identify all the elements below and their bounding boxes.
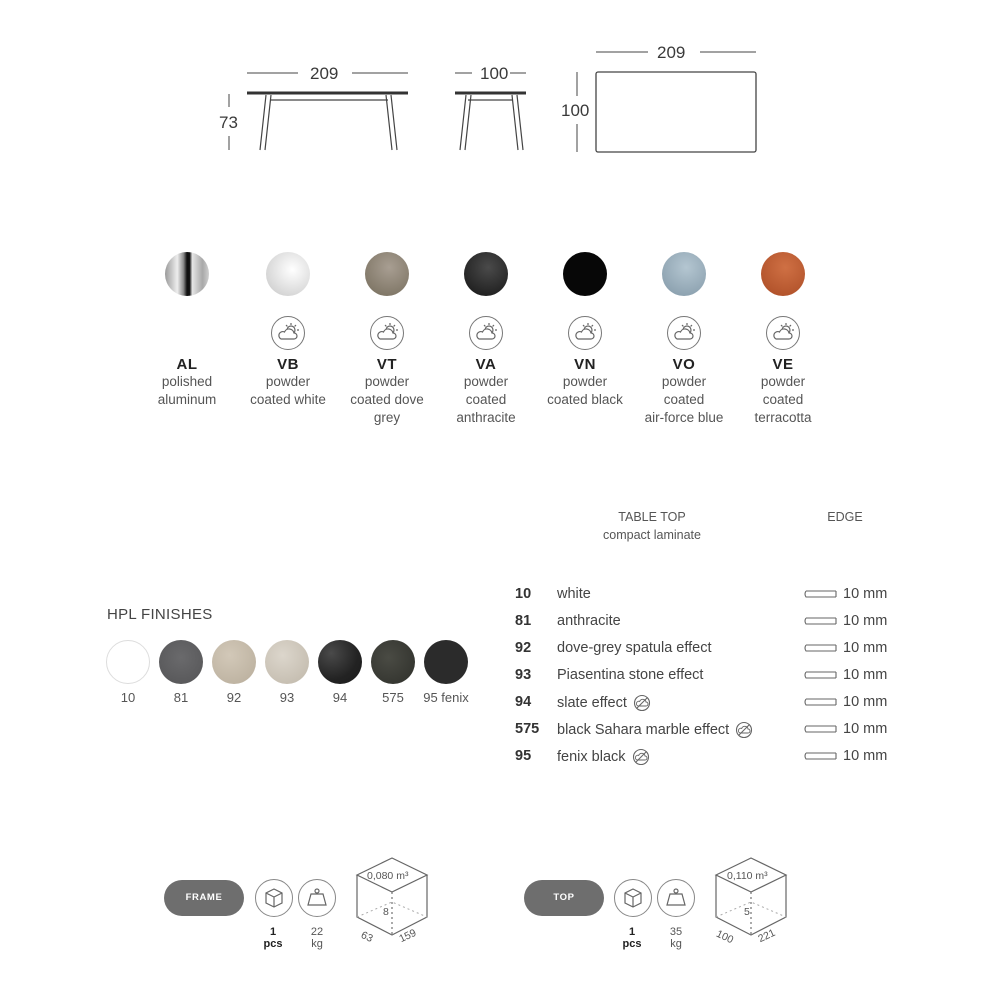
finish-swatch: [761, 252, 805, 296]
no-outdoor-icon: [735, 721, 753, 739]
edge-thickness: 10 mm: [843, 640, 888, 656]
list-item: [515, 613, 895, 633]
top-box-width: 100: [714, 927, 736, 947]
finish-code: VA: [475, 356, 497, 373]
hpl-label: 81: [173, 690, 189, 705]
finish-desc-line: air-force blue: [644, 410, 724, 425]
finish-desc-line: terracotta: [754, 410, 812, 425]
edge-profile-icon: [805, 696, 837, 708]
hpl-label: 575: [382, 690, 404, 705]
outdoor-weather-icon: [469, 316, 503, 350]
weight-number: 35: [669, 926, 683, 938]
finish-number: 81: [515, 613, 532, 629]
hpl-title: HPL FINISHES: [107, 606, 213, 623]
finish-vt: [337, 252, 437, 427]
finish-vn: [535, 252, 635, 409]
end-width-label: 100: [480, 64, 509, 83]
finish-code: VO: [672, 356, 696, 373]
finish-name: white: [557, 586, 591, 602]
finish-swatch: [662, 252, 706, 296]
finish-number: 94: [515, 694, 532, 710]
edge-thickness: 10 mm: [843, 721, 888, 737]
finish-name: fenix black: [557, 748, 626, 765]
finish-desc-line: coated: [762, 392, 804, 407]
outdoor-weather-icon: [370, 316, 404, 350]
finish-name-group: [557, 694, 651, 712]
weight-number: 22: [310, 926, 324, 938]
finish-desc-line: powder: [562, 374, 608, 389]
finish-desc-line: powder: [463, 374, 509, 389]
finish-desc-line: coated: [663, 392, 705, 407]
side-length-label: 209: [310, 64, 339, 83]
edge-thickness: 10 mm: [843, 586, 888, 602]
top-weight: [661, 926, 691, 950]
frame-box-height: 8: [383, 906, 389, 918]
finish-swatch: [464, 252, 508, 296]
no-outdoor-icon: [633, 694, 651, 712]
finish-number: 92: [515, 640, 532, 656]
edge-profile-icon: [805, 615, 837, 627]
list-item: [515, 721, 895, 741]
list-item: [515, 667, 895, 687]
hpl-label: 92: [226, 690, 242, 705]
finish-number: 575: [515, 721, 540, 737]
finish-number: 93: [515, 667, 532, 683]
finish-swatch: [165, 252, 209, 296]
top-pieces: [617, 926, 647, 950]
list-item: [515, 748, 895, 768]
frame-box-length: 159: [397, 926, 419, 946]
edge-thickness: 10 mm: [843, 613, 888, 629]
no-outdoor-icon: [632, 748, 650, 766]
hpl-swatch-93: [265, 640, 309, 684]
pieces-unit: pcs: [622, 938, 642, 950]
edge-profile-icon: [805, 669, 837, 681]
finish-code: VT: [376, 356, 398, 373]
hpl-label: 94: [332, 690, 348, 705]
table-top-header: [572, 508, 732, 544]
weight-icon: [298, 879, 336, 917]
edge-header: EDGE: [827, 510, 863, 524]
package-icon: [614, 879, 652, 917]
hpl-swatch-94: [318, 640, 362, 684]
weight-unit: kg: [670, 938, 682, 950]
frame-pill: FRAME: [164, 880, 244, 916]
finish-swatch: [365, 252, 409, 296]
height-label: 73: [219, 113, 238, 132]
finish-name: black Sahara marble effect: [557, 721, 730, 738]
outdoor-weather-icon: [271, 316, 305, 350]
finish-desc-line: aluminum: [157, 392, 217, 407]
list-item: [515, 640, 895, 660]
weight-unit: kg: [311, 938, 323, 950]
finish-desc-line: powder: [364, 374, 410, 389]
edge-profile-icon: [805, 588, 837, 600]
finish-desc-line: powder: [760, 374, 806, 389]
finish-desc-line: powder: [661, 374, 707, 389]
finish-desc-line: coated white: [250, 392, 326, 407]
finish-swatch: [563, 252, 607, 296]
table-top-subtitle: compact laminate: [603, 528, 701, 542]
pieces-number: 1: [269, 926, 277, 938]
top-box-height: 5: [744, 906, 750, 918]
top-length-label: 209: [657, 43, 686, 62]
finish-desc-line: coated: [465, 392, 507, 407]
finish-desc-line: anthracite: [456, 410, 516, 425]
edge-thickness: 10 mm: [843, 667, 888, 683]
outdoor-weather-icon: [766, 316, 800, 350]
edge-profile-icon: [805, 723, 837, 735]
finish-name-group: [557, 748, 650, 766]
finish-vb: [238, 252, 338, 409]
hpl-swatch-81: [159, 640, 203, 684]
finish-number: 10: [515, 586, 532, 602]
top-width-label: 100: [561, 101, 590, 120]
finish-desc-line: polished: [161, 374, 213, 389]
edge-profile-icon: [805, 642, 837, 654]
top-box-length: 221: [756, 926, 778, 946]
finish-swatch: [266, 252, 310, 296]
finish-desc-line: coated black: [547, 392, 623, 407]
outdoor-weather-icon: [667, 316, 701, 350]
finish-vo: [634, 252, 734, 427]
finish-code: AL: [176, 356, 198, 373]
hpl-swatch-575: [371, 640, 415, 684]
pieces-number: 1: [628, 926, 636, 938]
finish-name: anthracite: [557, 613, 621, 629]
finish-desc-line: powder: [265, 374, 311, 389]
finish-code: VE: [772, 356, 794, 373]
top-volume: 0,110 m³: [727, 870, 768, 882]
list-item: [515, 694, 895, 714]
edge-thickness: 10 mm: [843, 748, 888, 764]
finish-code: VN: [574, 356, 596, 373]
package-icon: [255, 879, 293, 917]
finish-desc-line: coated dove: [350, 392, 424, 407]
finish-name: slate effect: [557, 694, 627, 711]
hpl-label: 93: [279, 690, 295, 705]
pieces-unit: pcs: [263, 938, 283, 950]
finish-al: [137, 252, 237, 409]
edge-profile-icon: [805, 750, 837, 762]
hpl-swatch-10: [106, 640, 150, 684]
finish-name: Piasentina stone effect: [557, 667, 704, 683]
hpl-swatch-92: [212, 640, 256, 684]
finish-va: [436, 252, 536, 427]
edge-thickness: 10 mm: [843, 694, 888, 710]
finish-ve: [733, 252, 833, 427]
outdoor-weather-icon: [568, 316, 602, 350]
frame-box-width: 63: [359, 929, 375, 945]
table-top-title: TABLE TOP: [618, 510, 686, 524]
finish-name-group: [557, 721, 753, 739]
finish-code: VB: [277, 356, 299, 373]
weight-icon: [657, 879, 695, 917]
hpl-label: 10: [120, 690, 136, 705]
hpl-label: 95 fenix: [423, 690, 469, 705]
list-item: [515, 586, 895, 606]
frame-weight: [302, 926, 332, 950]
table-drawing: [0, 0, 1000, 170]
finish-number: 95: [515, 748, 532, 764]
hpl-swatch-95: [424, 640, 468, 684]
frame-volume: 0,080 m³: [367, 870, 409, 882]
top-pill: TOP: [524, 880, 604, 916]
frame-pieces: [258, 926, 288, 950]
finish-name: dove-grey spatula effect: [557, 640, 712, 656]
finish-desc-line: grey: [373, 410, 401, 425]
